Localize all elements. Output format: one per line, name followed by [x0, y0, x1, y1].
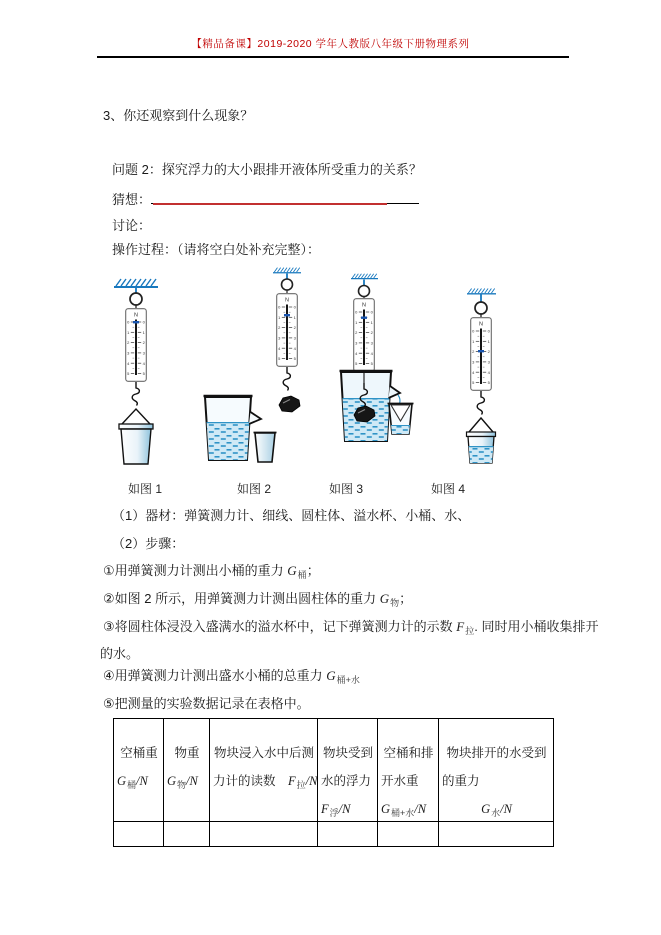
hook-icon: [132, 382, 139, 406]
table-header-displaced-water-weight: 物块排开的水受到 的重力 $G_水/N$: [439, 719, 553, 822]
scale-ring: [475, 302, 487, 314]
table-header-empty-bucket-weight: 空桶重 $G_桶/N$: [114, 719, 164, 822]
beaker-water: [205, 422, 251, 460]
scale-ring: [130, 293, 142, 305]
scale-ring: [282, 279, 293, 290]
page-header-title: 【精品备课】2019-2020 学年人教版八年级下册物理系列: [191, 38, 470, 50]
table-header-object-weight: 物重 $G_物/N$: [164, 719, 210, 822]
scale-pointer: [133, 321, 139, 323]
step-4: ④用弹簧测力计测出盛水小桶的总重力 $G_{桶+水}$: [103, 668, 360, 685]
table-empty-cell: [318, 822, 378, 846]
spring-scale-face: [471, 318, 492, 391]
scale-pointer: [284, 314, 290, 316]
ceiling-hatch-icon: [351, 274, 378, 279]
figure-4-spring-scale-bucket-with-water: [460, 286, 530, 468]
scale-pointer: [361, 317, 367, 319]
figure-2-overflow-cup-and-weighed-cylinder: [202, 266, 306, 464]
table-empty-cell: [114, 822, 164, 846]
bucket-rim: [467, 432, 496, 437]
hook-icon: [477, 391, 484, 415]
table-header-buoyant-force: 物块受到 水的浮力 $F_浮/N$: [318, 719, 378, 822]
table-header-bucket-plus-water-weight: 空桶和排 开水重 $G_{桶+水}/N$: [378, 719, 439, 822]
bucket-handle: [469, 418, 493, 432]
figure-3-label: 如图 3: [329, 482, 364, 496]
step-3: ③将圆柱体浸没入盛满水的溢水杯中，记下弹簧测力计的示数 $F_拉$. 同时用小桶收集排开: [103, 619, 599, 636]
beaker-spout: [249, 412, 261, 424]
header-rule: [97, 56, 569, 58]
scale-ring: [359, 286, 370, 297]
hook-icon: [283, 367, 290, 391]
figure-3-cylinder-submerged-collecting-water: [336, 271, 416, 445]
cup-water: [389, 425, 412, 434]
guess-red-underline: [153, 203, 387, 205]
guess-label: 猜想：: [112, 192, 152, 207]
table-empty-cell: [378, 822, 439, 846]
step-2: ②如图 2 所示，用弹簧测力计测出圆柱体的重力 $G_物$；: [103, 591, 413, 608]
figure-2-label: 如图 2: [237, 482, 272, 496]
spring-scale-face: [354, 299, 375, 372]
bucket-water: [468, 446, 494, 463]
discuss-label: 讨论：: [112, 218, 152, 233]
figure-1-label: 如图 1: [128, 482, 163, 496]
step-3-continued: 的水。: [100, 646, 140, 661]
spring-scale-face: [126, 309, 147, 382]
figure-1-spring-scale-empty-bucket: [104, 278, 168, 470]
bucket-handle: [122, 409, 150, 424]
question-3-text: 3、你还观察到什么现象？: [103, 108, 254, 123]
scale-pointer: [478, 350, 484, 352]
problem-2-text: 问题 2：探究浮力的大小跟排开液体所受重力的关系？: [112, 162, 422, 177]
table-empty-cell: [210, 822, 318, 846]
ceiling-hatch-icon: [114, 279, 158, 287]
experiment-data-table: [113, 718, 554, 847]
equipment-line: （1）器材：弹簧测力计、细线、圆柱体、溢水杯、小桶、水、: [112, 508, 471, 523]
guess-blank-underline: [151, 190, 419, 204]
ceiling-hatch-icon: [273, 268, 301, 273]
table-empty-cell: [164, 822, 210, 846]
guess-line: [112, 190, 419, 208]
procedure-label: 操作过程：（请将空白处补充完整）：: [112, 242, 321, 257]
ceiling-hatch-icon: [467, 289, 496, 294]
step-1: ①用弹簧测力计测出小桶的重力 $G_桶$；: [103, 563, 320, 580]
bucket-rim: [119, 424, 153, 429]
empty-bucket: [121, 429, 151, 464]
step-5: ⑤把测量的实验数据记录在表格中。: [103, 696, 310, 711]
table-empty-cell: [439, 822, 553, 846]
spring-scale-face: [277, 294, 298, 367]
small-empty-cup: [255, 433, 275, 462]
stone-cylinder: [279, 396, 300, 412]
steps-label: （2）步骤：: [112, 536, 185, 551]
table-header-scale-reading-in-water: 物块浸入水中后测 力计的读数 $F_拉/N$: [210, 719, 318, 822]
figure-4-label: 如图 4: [431, 482, 466, 496]
